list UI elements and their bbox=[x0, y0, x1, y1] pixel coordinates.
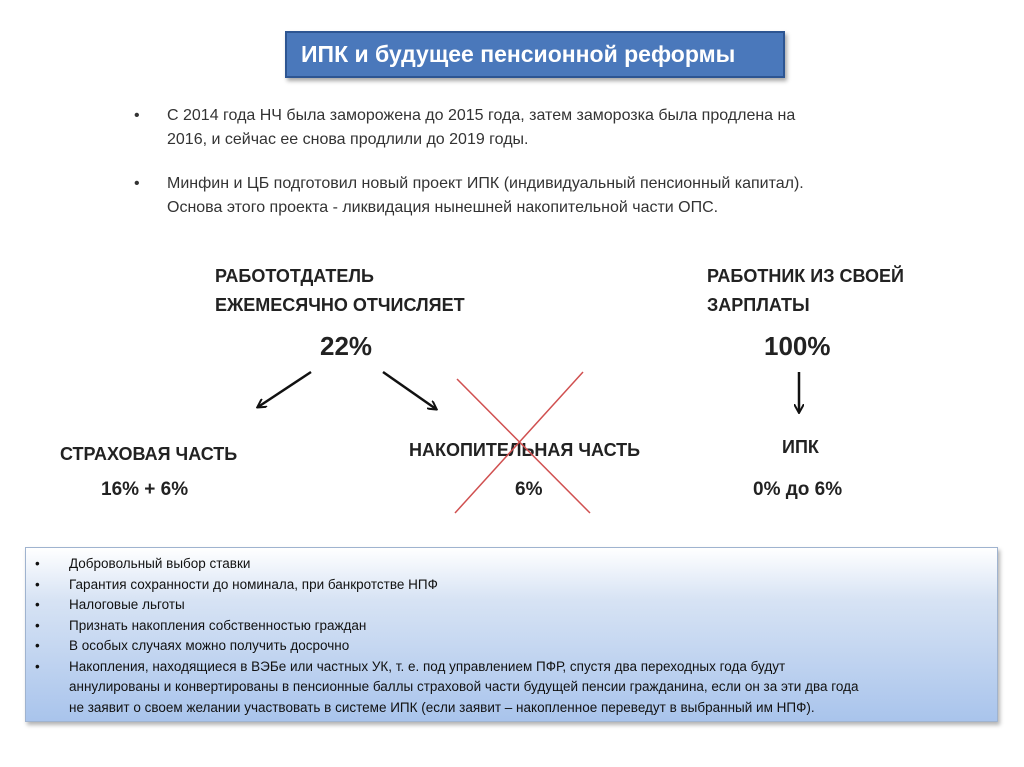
bullet-icon: • bbox=[35, 617, 40, 633]
bullet-icon: • bbox=[35, 556, 40, 571]
ipk-value: 0% до 6% bbox=[753, 479, 843, 500]
feature-line: не заявит о своем желании участвовать в системе ИПК (если заявит – накопленное переведут в выбранный им НПФ). bbox=[69, 699, 815, 715]
feature-text: Налоговые льготы bbox=[69, 597, 185, 612]
insurance-value: 16% + 6% bbox=[101, 479, 189, 500]
ipk-label: ИПК bbox=[782, 437, 819, 457]
slide-title: ИПК и будущее пенсионной реформы bbox=[285, 31, 785, 78]
feature-text: В особых случаях можно получить досрочно bbox=[69, 638, 350, 653]
bullet-line: Основа этого проекта - ликвидация нынешней накопительной части ОПС. bbox=[167, 199, 719, 216]
bullet-icon: • bbox=[35, 576, 40, 592]
feature-item bbox=[35, 575, 987, 596]
feature-item bbox=[35, 554, 987, 575]
feature-line: аннулированы и конвертированы в пенсионные баллы страховой части будущей пенсии гражданина, если он за эти два года bbox=[69, 679, 859, 694]
arrow-to-funded bbox=[383, 372, 436, 409]
employer-line: ЕЖЕМЕСЯЧНО ОТЧИСЛЯЕТ bbox=[215, 295, 465, 315]
bullet-icon: • bbox=[35, 597, 40, 612]
feature-text: Признать накопления собственностью граждан bbox=[69, 617, 367, 633]
cross-out-line bbox=[455, 372, 583, 513]
bullet-line: С 2014 года НЧ была заморожена до 2015 года, затем заморозка была продлена на bbox=[167, 107, 796, 124]
bullet-line: 2016, и сейчас ее снова продлили до 2019 годы. bbox=[167, 131, 529, 148]
feature-text: Гарантия сохранности до номинала, при банкротстве НПФ bbox=[69, 576, 438, 592]
feature-line: Накопления, находящиеся в ВЭБе или частных УК, т. е. под управлением ПФР, спустя два переходных года будут bbox=[69, 658, 786, 674]
bullet-icon: • bbox=[134, 107, 140, 124]
employee-line: РАБОТНИК ИЗ СВОЕЙ bbox=[707, 266, 904, 286]
cross-out-line bbox=[457, 379, 590, 513]
employee-line: ЗАРПЛАТЫ bbox=[707, 295, 810, 315]
feature-item bbox=[35, 657, 987, 719]
bullet-icon: • bbox=[35, 658, 40, 674]
features-box bbox=[25, 547, 998, 722]
bullet-icon: • bbox=[134, 175, 140, 192]
feature-text: Добровольный выбор ставки bbox=[69, 556, 251, 571]
insurance-label: СТРАХОВАЯ ЧАСТЬ bbox=[60, 444, 238, 464]
feature-item bbox=[35, 636, 987, 657]
employer-percent: 22% bbox=[320, 331, 373, 361]
bullet-icon: • bbox=[35, 638, 40, 653]
bullet-line: Минфин и ЦБ подготовил новый проект ИПК (индивидуальный пенсионный капитал). bbox=[167, 175, 804, 192]
arrow-to-insurance bbox=[258, 372, 311, 407]
feature-item bbox=[35, 616, 987, 637]
feature-item bbox=[35, 595, 987, 616]
funded-value: 6% bbox=[515, 479, 543, 500]
employee-percent: 100% bbox=[764, 331, 831, 361]
funded-label: НАКОПИТЕЛЬНАЯ ЧАСТЬ bbox=[409, 440, 641, 460]
employer-line: РАБОТОТДАТЕЛЬ bbox=[215, 266, 374, 286]
